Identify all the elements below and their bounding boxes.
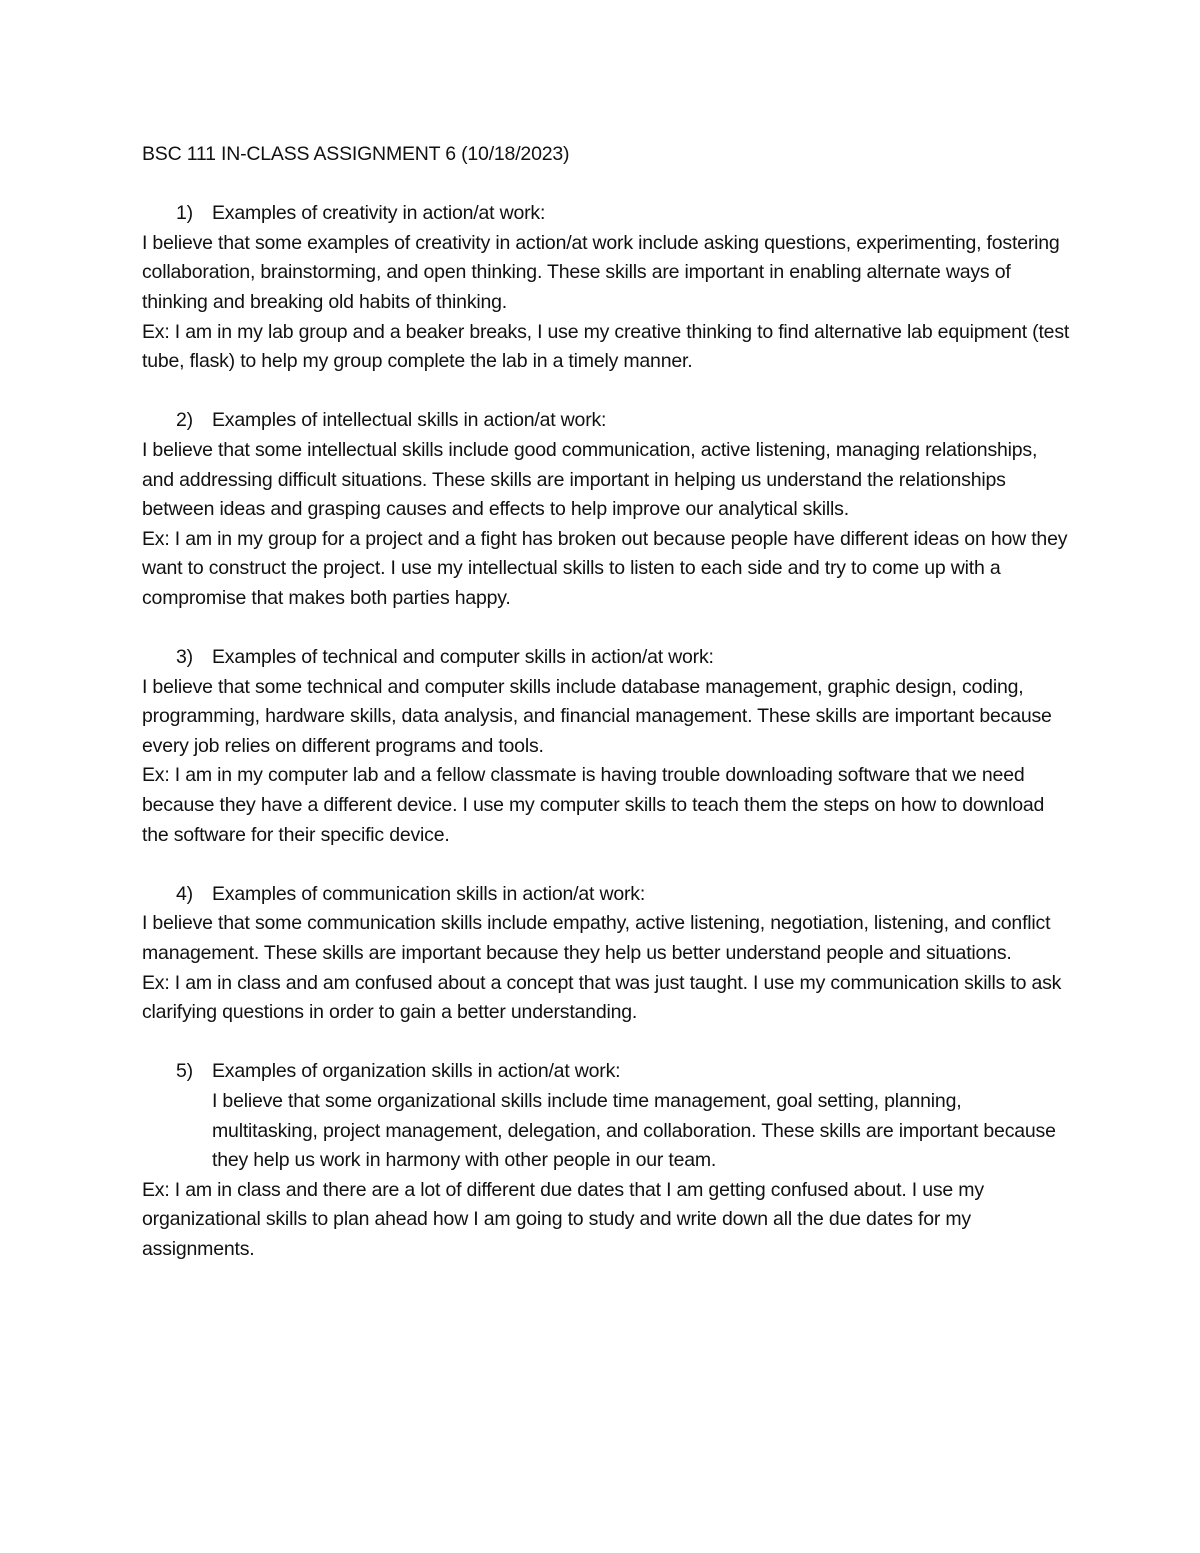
section-heading	[142, 1057, 1072, 1087]
section-technical	[142, 643, 1072, 850]
section-heading-text: Examples of intellectual skills in action/at work:	[212, 409, 607, 432]
section-intellectual	[142, 406, 1072, 613]
section-example: Ex: I am in my computer lab and a fellow classmate is having trouble downloading software that we need because they have a different device. I use my computer skills to teach them the steps on how to download the software for their specific device.	[142, 764, 1045, 846]
section-heading	[142, 199, 1072, 229]
section-body: I believe that some examples of creativity in action/at work include asking questions, experimenting, fostering collaboration, brainstorming, and open thinking. These skills are important in enabling alternate ways of thinking and breaking old habits of thinking.	[142, 231, 1060, 313]
section-heading-text: Examples of communication skills in action/at work:	[212, 882, 646, 905]
section-number: 5)	[176, 1060, 193, 1083]
section-heading-text: Examples of creativity in action/at work:	[212, 202, 546, 225]
section-number: 4)	[176, 882, 193, 905]
section-heading	[142, 880, 1072, 910]
document-title: BSC 111 IN-CLASS ASSIGNMENT 6 (10/18/2023)	[142, 143, 570, 165]
section-heading	[142, 406, 1072, 436]
section-creativity	[142, 199, 1072, 377]
section-heading-text: Examples of organization skills in action/at work:	[212, 1060, 621, 1083]
section-body: I believe that some communication skills include empathy, active listening, negotiation, listening, and conflict management. These skills are important because they help us better understand people and situations.	[142, 912, 1051, 965]
section-body: I believe that some organizational skills include time management, goal setting, planning, multitasking, project management, delegation, and collaboration. These skills are important because they help us work in harmony with other people in our team.	[212, 1090, 1056, 1172]
section-number: 2)	[176, 409, 193, 432]
section-heading-text: Examples of technical and computer skills in action/at work:	[212, 646, 714, 669]
section-heading	[142, 643, 1072, 673]
section-body: I believe that some technical and computer skills include database management, graphic design, coding, programming, hardware skills, data analysis, and financial management. These skills are important because every job relies on different programs and tools.	[142, 675, 1052, 757]
section-communication	[142, 880, 1072, 1028]
section-number: 1)	[176, 202, 193, 225]
section-body: I believe that some intellectual skills include good communication, active listening, managing relationships, and addressing difficult situations. These skills are important in helping us understand the relationships between ideas and grasping causes and effects to help improve our analytical skills.	[142, 438, 1038, 521]
section-example: Ex: I am in class and there are a lot of different due dates that I am getting confused about. I use my organizational skills to plan ahead how I am going to study and write down all the due dates for my assignments.	[142, 1178, 984, 1260]
section-example: Ex: I am in class and am confused about a concept that was just taught. I use my communication skills to ask clarifying questions in order to gain a better understanding.	[142, 971, 1062, 1024]
section-example: Ex: I am in my lab group and a beaker breaks, I use my creative thinking to find alternative lab equipment (test tube, flask) to help my group complete the lab in a timely manner.	[142, 320, 1070, 373]
section-organization	[142, 1057, 1072, 1264]
document-body	[142, 140, 1072, 1294]
section-example: Ex: I am in my group for a project and a fight has broken out because people have different ideas on how they want to construct the project. I use my intellectual skills to listen to each side and try to come up with a compromise that makes both parties happy.	[142, 527, 1068, 609]
section-number: 3)	[176, 646, 193, 669]
